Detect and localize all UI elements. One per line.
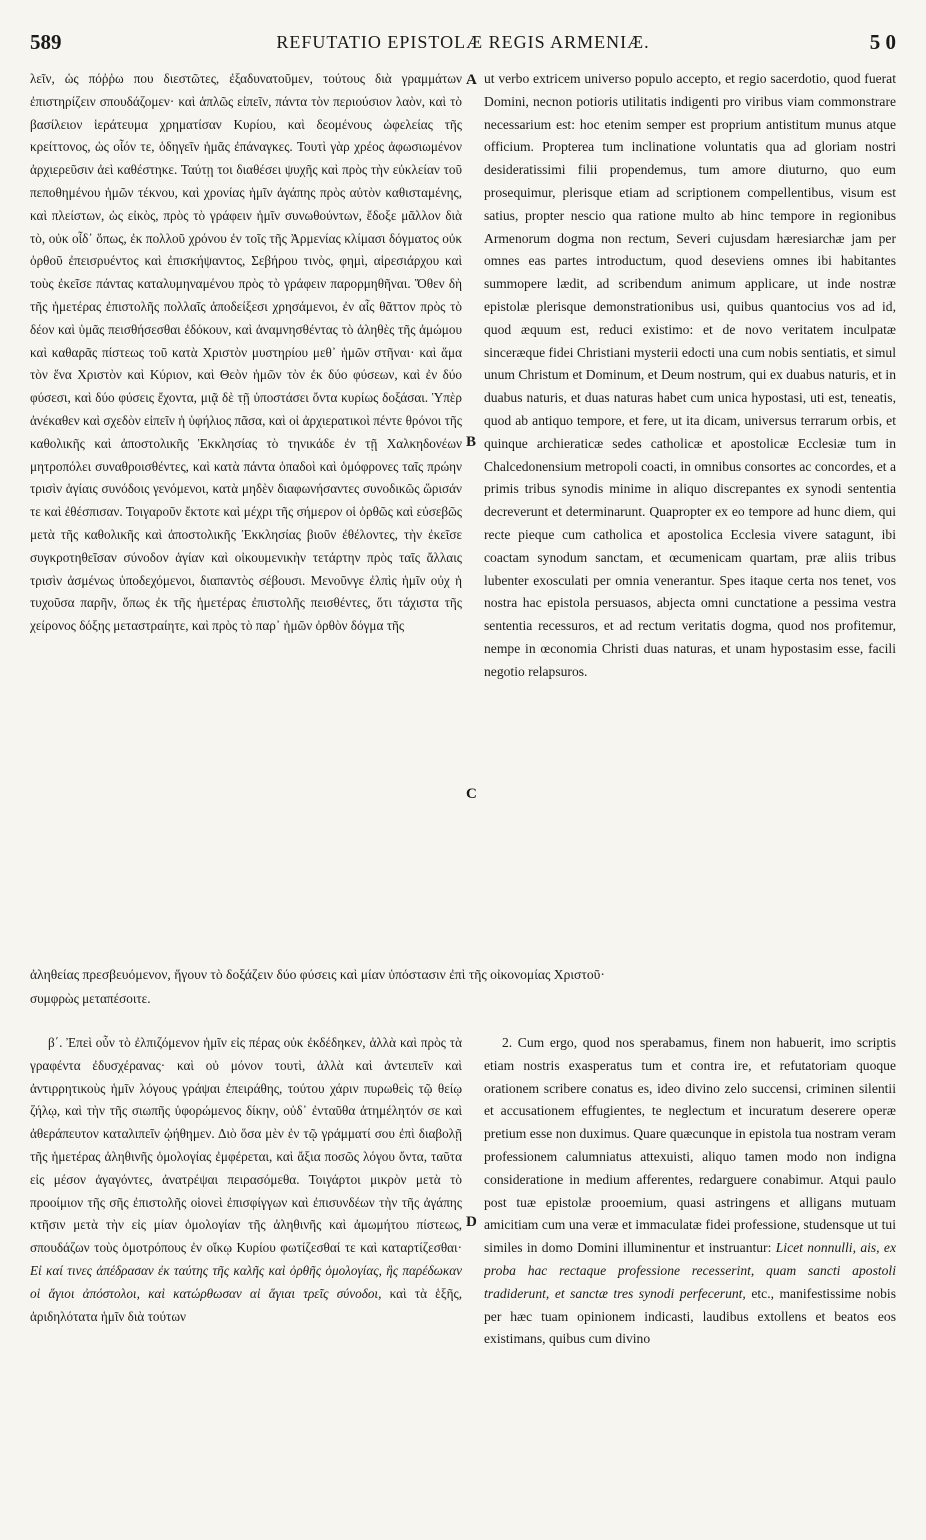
greek-column-bottom bbox=[30, 1032, 462, 1522]
latin-column-top bbox=[484, 68, 896, 964]
margin-letter-b: B bbox=[466, 434, 477, 450]
latin-text-before: 2. Cum ergo, quod nos sperabamus, finem non habuerit, imo scriptis etiam nostris exasperatus tum et contra ire, et refutatoriam quoque orationem scribere conatus es, ideo divino zelo succensi, criminen silentii et accusationem effugientes, te neglectum et incuratum deserere operæ pretium esse non duximus. Quare quæcunque in epistola tua nostram veram professionem calumniatus attexuisti, aliquo tamen modo non indigna consideratione in medium afferentes, redarguere conabimur. Atqui paulo post tuæ epistolæ prooemium, quasi astringens et alligans mutuam amicitiam cum una veræ et immaculatæ fidei professione, studensque ut tui similes in domo Domini illuminentur et instruantur: bbox=[484, 1035, 896, 1256]
greek-paragraph-2 bbox=[30, 1032, 462, 1328]
greek-end-line: συμφρὼς μεταπέσοιτε. bbox=[30, 991, 151, 1006]
greek-quote: Εἰ καί τινες ἀπέδρασαν ἐκ ταύτης τῆς καλῆς καὶ ὀρθῆς ὁμολογίας, ἣς παρέδωκαν οἱ ἅγιοι ἀπόστολοι, καὶ κατώρθωσαν αἱ ἅγιαι τρεῖς σύνοδοι, bbox=[30, 1262, 462, 1301]
latin-quote: Licet nonnulli, ais, ex proba hac rectaque professione recesserint, quam sancti apostoli tradiderunt, et sanctæ tres synodi perfecerunt, bbox=[484, 1240, 896, 1301]
column-number: 5 0 bbox=[869, 30, 896, 54]
latin-text-after: etc., manifestissime nobis per hæc tuam opinionem indicasti, laudibus extollens et beatos eos existimans, quibus cum divino bbox=[484, 1285, 896, 1347]
margin-letter-d: D bbox=[466, 1214, 477, 1230]
full-width-greek-line: ἀληθείας πρεσβευόμενον, ἥγουν τὸ δοξάζειν δύο φύσεις καὶ μίαν ὑπόστασιν ἐπὶ τῆς οἰκονομίας Χριστοῦ· bbox=[30, 967, 605, 982]
margin-letter-a: A bbox=[466, 72, 477, 88]
greek-paragraph-end bbox=[30, 988, 462, 1028]
latin-paragraph-1: ut verbo extricem universo populo accepto, et regio sacerdotio, quod fuerat Domini, necnon potioris utilitatis indigenti pro viribus viam commonstrare necessarium est: hoc etenim semper est proprium antistitum munus atque officium. Propterea tum inclinatione voluntatis qua ad gloriam nostri desideratissimi filii propendemus, tum amore diuturno, quo eum prosequimur, plerisque etiam ad scriptionem compellentibus, visum est satius, propter nescio qua ratione multo ab hinc tempore in regionibus Armenorum dogma non rectum, Severi cujusdam hæresiarchæ jam per omnes eas partes introductum, quod deseviens omnes ibi habitantes summopere lædit, ad scribendum animum applicare, ut inde nostræ epistolæ plerisque demonstrationibus usi, quibus quantocius vos ad id, quod æquum est, reduci existimo: et de novo veritatem inculpatæ sinceræque fidei Christiani mysterii edocti una cum nobis sentiatis, et simul unum Christum et Dominum, et Deum nostrum, qui ex duabus naturis, et in duabus naturis, et duas naturas habet cum unica hypostasi, uti est, teneatis, quod ab antiquo tempore, et fere, ut ita dicam, universus terrarum orbis, et quinque archieraticæ sedes catholicæ et apostolicæ Ecclesiæ tum in Chalcedonensium metropoli coacti, in omnibus consortes ac concordes, et a primis tribus synodis minime in aliquo discrepantes ex synodi sententia decreverunt et determinarunt. Quapropter ex eo tempore ad hunc diem, qui recte pieque cum catholica et apostolica Ecclesia vivere satagunt, ibi coactam synodum sanctam, et œcumenicam quartam, præ aliis tribus lubenter exosculati per omnia venerantur. Spes itaque certa nos tenet, vos nostra hac epistola persuasos, abjecta omni cunctatione a pessima vestra sententia recessuros, et ad rectum veritatis dogma, quod nos profitemur, nempe in œconomia Christi duas naturas, et unam hypostasim esse, facili negotio relapsuros. bbox=[484, 71, 896, 679]
running-title: REFUTATIO EPISTOLÆ REGIS ARMENIÆ. bbox=[276, 32, 650, 52]
greek-text-after: καὶ τὰ ἑξῆς, ἀριδηλότατα ἡμῖν διὰ τούτων bbox=[30, 1285, 462, 1324]
greek-text-before: β΄. Ἐπεὶ οὖν τὸ ἐλπιζόμενον ἡμῖν εἰς πέρας οὐκ ἐκδέδηκεν, ἀλλὰ καὶ πρὸς τὰ γραφέντα ἐδυσχέρανας· καὶ οὐ μόνον τουτὶ, ἀλλὰ καὶ ἀντειπεῖν καὶ ἀντιρρητικοὺς ἡμῖν λόγους γράψαι ἐπειράθης, τούτου χάριν πυρωθεὶς τῷ θείῳ ζήλῳ, καὶ τὴν τῆς σιωπῆς ὑφορώμενος δίκην, οὐδ᾽ ἐνταῦθα ἀτημέλητόν σε καὶ ἀθεράπευτον καταλιπεῖν ᾠήθημεν. Διὸ ὅσα μὲν ἐν τῷ γράμματί σου ἐπὶ διαβολῇ τῆς ἡμετέρας ἀληθινῆς ὁμολογίας ἐμφέρεται, καὶ ἄξια ποσῶς λόγου ὄντα, ταῦτα εἰς μέσον ἀγαγόντες, ἀνατρέψαι πειρασόμεθα. Τοιγάρτοι μικρὸν μετὰ τὸ προοίμιον τῆς σῆς ἐπιστολῆς οἱονεὶ ἐπισφίγγων καὶ ἐπισυνδέων τὴν τῆς ἀγάπης κτῆσιν μετὰ τὴν εἰς μίαν ὁμολογίαν τῆς ἀληθινῆς καὶ ἀμωμήτου πίστεως, σπουδάζων τοὺς ὁμοτρόπους ἐν οἴκῳ Κυρίου φωτίζεσθαί τε καὶ καταρτίζεσθαι· bbox=[30, 1035, 462, 1256]
page-number: 589 bbox=[30, 30, 62, 54]
greek-paragraph-1: λεῖν, ὡς πόῤῥω που διεστῶτες, ἐξαδυνατοῦμεν, τούτους διὰ γραμμάτων ἐπιστηρίζειν σπουδάζομεν· καὶ ἁπλῶς εἰπεῖν, πάντα τὸν περιούσιον λαὸν, καὶ τὸ βασίλειον ἱεράτευμα χρηματίσαν Κυρίου, καὶ δεομένους ὠφελείας τῆς κρείττονος, ὡς οἷόν τε, ὁδηγεῖν ἡμᾶς ἐπάναγκες. Τουτὶ γὰρ χρέος ἀφωσιωμένον ἀρχιερεῦσιν ἀεὶ καθέστηκε. Ταύτῃ τοι διαθέσει ψυχῆς καὶ πρὸς τὴν εὐκλείαν τοῦ πεποθημένου ἡμῶν τέκνου, καὶ χρονίας ἡμῖν ἀγάπης πρὸς αὐτὸν καθισταμένης, καὶ πλείστων, ὡς εἰκὸς, πρὸς τὸ γράφειν ἡμῖν συνωθούντων, ἔδοξε μᾶλλον διὰ τὸ, οὐκ οἶδ᾽ ὅπως, ἐκ πολλοῦ χρόνου ἐν τοῖς τῆς Ἀρμενίας κλίμασι δόγματος οὐκ ὀρθοῦ ἐπεισρυέντος καὶ ἐπισκήψαντος, Σεβήρου τινὸς, φημὶ, αἱρεσιάρχου καὶ τοὺς ἐκεῖσε πάντας καταλυμηναμένου πρὸς τὸ γράφειν παρορμηθῆναι. Ὅθεν δὴ τῆς ἡμετέρας ἐπιστολῆς πολλαῖς ἀποδείξεσι χρησάμενοι, ἐν αἷς θᾶττον πρὸς τὸ δέον καὶ ὑμᾶς πεισθήσεσθαι ἐδόκουν, καὶ ἀναμνησθέντας τὸ ἀληθὲς τῆς ἀμώμου καὶ καθαρᾶς πίστεως τοῦ κατὰ Χριστὸν μυστηρίου μεθ᾽ ἡμῶν στῆναι· καὶ ἅμα τὸν ἕνα Χριστὸν καὶ Κύριον, καὶ Θεὸν ἡμῶν τὸν ἐκ δύο φύσεων, καὶ ἐν δύο φύσεσι, καὶ δύο φύσεις ἔχοντα, μιᾷ δὲ τῇ ὑποστάσει ὄντα κυρίως δοξάσαι. Ὑπὲρ ἀνέκαθεν καὶ σχεδὸν εἰπεῖν ἡ ὑφήλιος πᾶσα, καὶ οἱ ἀρχιερατικοὶ πέντε θρόνοι τῆς καθολικῆς καὶ ἀποστολικῆς Ἐκκλησίας τὸ τηνικάδε ἐν τῇ Χαλκηδονέων μητροπόλει συναθροισθέντες, καὶ κατὰ πάντα ὁπαδοὶ καὶ ὁμόφρονες ταῖς πρώην τρισὶν ἁγίαις συνόδοις γενόμενοι, κατὰ μηδὲν διαφωνήσαντες συνοδικῶς ὥρισάν τε καὶ ἐθέσπισαν. Τοιγαροῦν ἔκτοτε καὶ μέχρι τῆς σήμερον οἱ ὀρθῶς καὶ εὐσεβῶς μετὰ τῆς καθολικῆς καὶ ἀποστολικῆς Ἐκκλησίας βιοῦν ἐθέλοντες, τὴν ἐκεῖσε συγκροτηθεῖσαν σύνοδον ἁγίαν καὶ οἰκουμενικὴν τετάρτην πρὸς ταῖς ἄλλαις τρισὶν ἀσμένως ὑποδεχόμενοι, διαπαντὸς σέβουσι. Μενοῦνγε ἐλπὶς ἡμῖν οὐχ ἡ τυχοῦσα παρῆν, ὅπως ἐκ τῆς ἡμετέρας ἐπιστολῆς πεισθέντες, ὅτι τάχιστα τῆς χείρονος δόξης μεταστραίητε, καὶ πρὸς τὸ παρ᾽ ἡμῶν ὀρθὸν δόγμα τῆς bbox=[30, 71, 462, 634]
latin-paragraph-2 bbox=[484, 1032, 896, 1351]
greek-column-top bbox=[30, 68, 462, 964]
latin-column-bottom bbox=[484, 1032, 896, 1522]
running-header bbox=[30, 30, 896, 64]
margin-letter-c: C bbox=[466, 786, 477, 802]
